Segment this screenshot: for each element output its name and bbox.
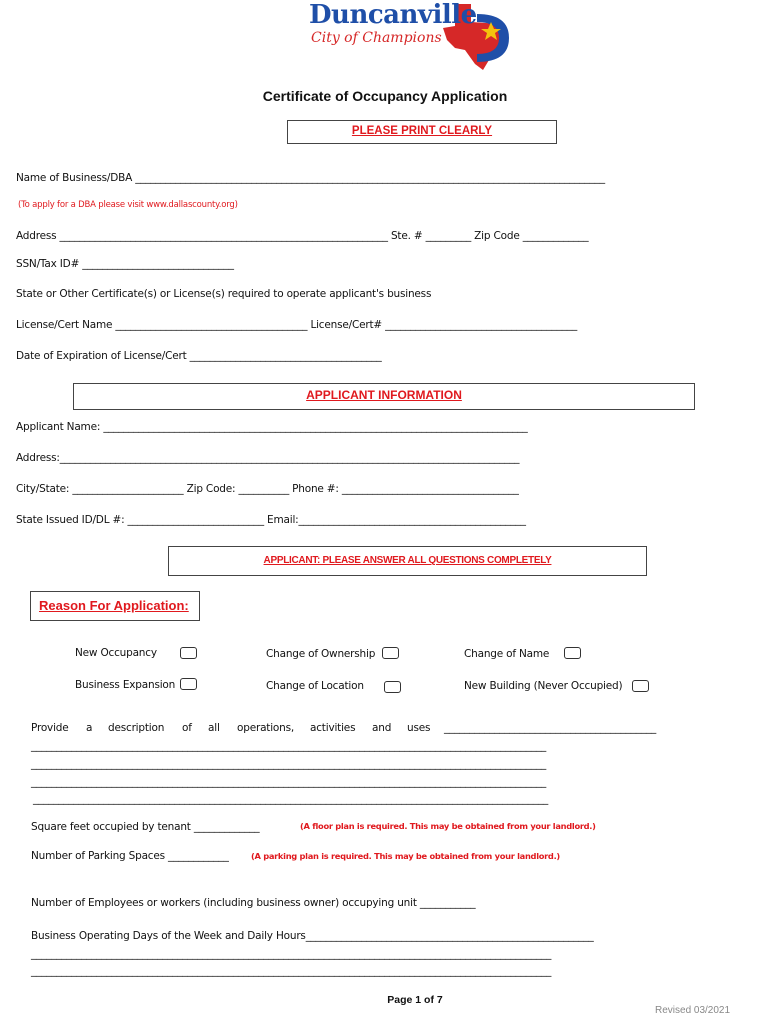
page-number: Page 1 of 7 bbox=[387, 994, 443, 1006]
option-change-ownership-checkbox[interactable] bbox=[382, 647, 399, 659]
option-change-location-label: Change of Location bbox=[266, 680, 364, 692]
logo-tagline: City of Champions bbox=[311, 30, 442, 46]
license-field[interactable]: License/Cert Name ______________________________________ License/Cert# ______________________________________ bbox=[16, 319, 578, 331]
dba-note: (To apply for a DBA please visit www.dallascounty.org) bbox=[18, 200, 238, 210]
operating-hours-line[interactable]: _______________________________________________________________________________________________________ bbox=[31, 965, 552, 977]
applicant-address-field[interactable]: Address:___________________________________________________________________________________________ bbox=[16, 452, 520, 464]
address-field[interactable]: Address _________________________________________________________________ Ste. # _________ Zip Code _____________ bbox=[16, 230, 589, 242]
option-business-expansion-label: Business Expansion bbox=[75, 679, 176, 691]
option-business-expansion-checkbox[interactable] bbox=[180, 678, 197, 690]
option-new-occupancy-label: New Occupancy bbox=[75, 647, 157, 659]
description-word: of bbox=[182, 722, 192, 734]
description-line[interactable]: ______________________________________________________________________________________________________ bbox=[31, 740, 547, 752]
description-word: operations, bbox=[237, 722, 295, 734]
city-zip-phone-field[interactable]: City/State: ______________________ Zip Code: __________ Phone #: ___________________________________ bbox=[16, 483, 519, 495]
option-new-building-label: New Building (Never Occupied) bbox=[464, 680, 623, 692]
description-word: activities bbox=[310, 722, 356, 734]
logo-name: Duncanville bbox=[309, 0, 477, 30]
employees-field[interactable]: Number of Employees or workers (including business owner) occupying unit ___________ bbox=[31, 897, 476, 909]
description-word: a bbox=[86, 722, 93, 734]
floor-plan-note: (A floor plan is required. This may be obtained from your landlord.) bbox=[300, 821, 596, 831]
reason-header: Reason For Application: bbox=[39, 598, 189, 613]
logo bbox=[305, 0, 525, 72]
option-new-building-checkbox[interactable] bbox=[632, 680, 649, 692]
business-name-field[interactable]: Name of Business/DBA _____________________________________________________________________________________________ bbox=[16, 172, 605, 184]
id-email-field[interactable]: State Issued ID/DL #: ___________________________ Email:_____________________________________________ bbox=[16, 514, 526, 526]
operating-hours-field[interactable]: Business Operating Days of the Week and Daily Hours_________________________________________________________ bbox=[31, 930, 594, 942]
parking-plan-note: (A parking plan is required. This may be obtained from your landlord.) bbox=[251, 851, 560, 861]
description-word: Provide bbox=[31, 722, 69, 734]
description-line[interactable]: ______________________________________________________________________________________________________ bbox=[31, 758, 547, 770]
questions-notice: APPLICANT: PLEASE ANSWER ALL QUESTIONS COMPLETELY bbox=[263, 555, 552, 566]
revision-date: Revised 03/2021 bbox=[655, 1005, 731, 1016]
description-word: all bbox=[208, 722, 220, 734]
description-word: description bbox=[108, 722, 165, 734]
description-word: uses bbox=[407, 722, 431, 734]
description-first-blank[interactable]: __________________________________________ bbox=[444, 722, 657, 734]
option-new-occupancy-checkbox[interactable] bbox=[180, 647, 197, 659]
licenses-required-label: State or Other Certificate(s) or License(s) required to operate applicant's business bbox=[16, 288, 432, 300]
option-change-location-checkbox[interactable] bbox=[384, 681, 401, 693]
parking-field[interactable]: Number of Parking Spaces ____________ bbox=[31, 850, 229, 862]
option-change-name-checkbox[interactable] bbox=[564, 647, 581, 659]
applicant-header: APPLICANT INFORMATION bbox=[306, 388, 462, 402]
page-title: Certificate of Occupancy Application bbox=[262, 88, 508, 104]
expiration-field[interactable]: Date of Expiration of License/Cert ______________________________________ bbox=[16, 350, 382, 362]
logo-letter bbox=[476, 18, 477, 19]
square-feet-field[interactable]: Square feet occupied by tenant _____________ bbox=[31, 821, 260, 833]
option-change-name-label: Change of Name bbox=[464, 648, 550, 660]
description-word: and bbox=[372, 722, 392, 734]
description-line[interactable]: ______________________________________________________________________________________________________ bbox=[31, 776, 547, 788]
operating-hours-line[interactable]: _______________________________________________________________________________________________________ bbox=[31, 948, 552, 960]
description-line[interactable]: ______________________________________________________________________________________________________ bbox=[33, 793, 549, 805]
applicant-name-field[interactable]: Applicant Name: ____________________________________________________________________________________ bbox=[16, 421, 528, 433]
print-notice: PLEASE PRINT CLEARLY bbox=[351, 125, 493, 137]
ssn-field[interactable]: SSN/Tax ID# ______________________________ bbox=[16, 258, 234, 270]
option-change-ownership-label: Change of Ownership bbox=[266, 648, 376, 660]
